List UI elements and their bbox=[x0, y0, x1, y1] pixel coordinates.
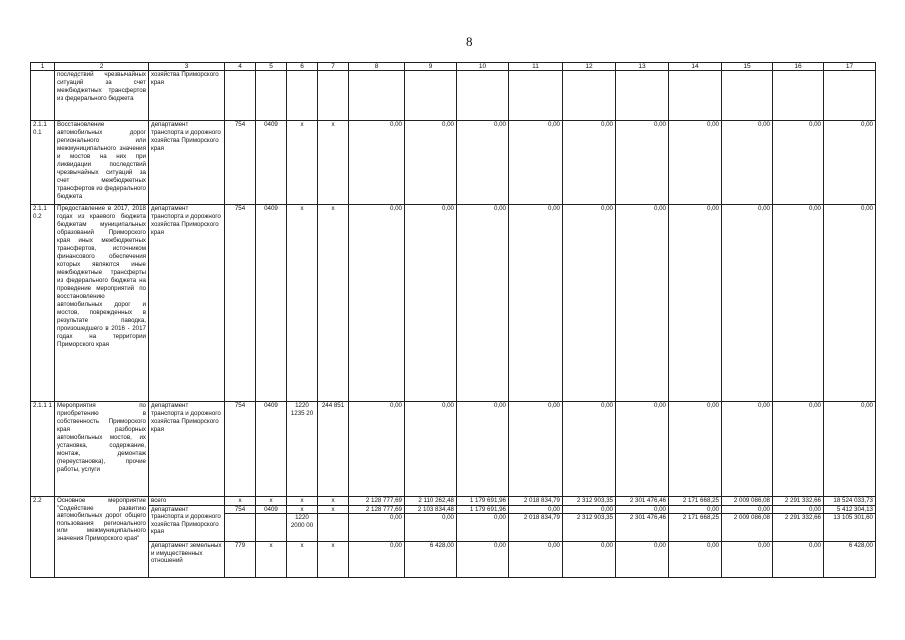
page-number: 8 bbox=[466, 34, 473, 49]
grbs-code-cell: 754 bbox=[225, 505, 256, 514]
amount-cell bbox=[405, 71, 457, 121]
amount-cell: 0,00 bbox=[509, 505, 563, 514]
executor-cell: департамент транспорта и дорожного хозяйства Приморского края bbox=[149, 505, 225, 542]
header-cell: 11 bbox=[509, 63, 563, 71]
section-code-cell bbox=[256, 514, 287, 542]
row-number-cell: 2.2 bbox=[31, 497, 55, 578]
expense-code-cell: x bbox=[318, 497, 349, 506]
expense-code-cell bbox=[318, 514, 349, 542]
event-name-cell: Предоставление в 2017, 2018 годах из краевого бюджета бюджетам муниципальных образований Приморского края иных межбюджетных трансфертов, источником финансового обеспечения которых являются иные межбюджетные трансферты из федерального бюджета на проведение мероприятий по восстановлению автомобильных дорог и мостов, поврежденных в результате паводка, произошедшего в 2016 - 2017 годах на территории Приморского края bbox=[55, 205, 149, 402]
executor-cell: хозяйства Приморского края bbox=[149, 71, 225, 121]
amount-cell: 0,00 bbox=[669, 505, 722, 514]
header-cell: 13 bbox=[616, 63, 669, 71]
amount-cell: 2 301 476,46 bbox=[616, 497, 669, 506]
amount-cell: 0,00 bbox=[405, 121, 457, 205]
amount-cell: 0,00 bbox=[824, 402, 876, 497]
amount-cell: 2 312 903,35 bbox=[563, 514, 616, 542]
amount-cell: 0,00 bbox=[349, 542, 405, 578]
amount-cell: 2 301 476,46 bbox=[616, 514, 669, 542]
amount-cell: 0,00 bbox=[773, 205, 824, 402]
section-code-cell: x bbox=[256, 497, 287, 506]
amount-cell bbox=[457, 71, 509, 121]
header-cell: 14 bbox=[669, 63, 722, 71]
row-number-cell: 2.1.1 1 bbox=[31, 402, 55, 497]
amount-cell: 0,00 bbox=[457, 402, 509, 497]
header-cell: 15 bbox=[722, 63, 773, 71]
amount-cell bbox=[722, 71, 773, 121]
executor-cell: департамент транспорта и дорожного хозяйства Приморского края bbox=[149, 121, 225, 205]
amount-cell: 2 110 262,48 bbox=[405, 497, 457, 506]
event-name-cell: Восстановление автомобильных дорог регионального или межмуниципального значения и мостов на них при ликвидации последствий чрезвычайных ситуаций за счет межбюджетных трансфертов из федерального бюджета bbox=[55, 121, 149, 205]
expense-code-cell bbox=[318, 71, 349, 121]
header-cell: 4 bbox=[225, 63, 256, 71]
amount-cell: 0,00 bbox=[509, 402, 563, 497]
amount-cell: 18 524 033,73 bbox=[824, 497, 876, 506]
expense-code-cell: x bbox=[318, 205, 349, 402]
amount-cell: 0,00 bbox=[616, 121, 669, 205]
header-cell: 8 bbox=[349, 63, 405, 71]
amount-cell: 0,00 bbox=[669, 205, 722, 402]
amount-cell: 0,00 bbox=[824, 205, 876, 402]
section-code-cell: 0409 bbox=[256, 205, 287, 402]
grbs-code-cell bbox=[225, 514, 256, 542]
amount-cell bbox=[509, 71, 563, 121]
amount-cell: 2 128 777,69 bbox=[349, 505, 405, 514]
header-cell: 16 bbox=[773, 63, 824, 71]
amount-cell bbox=[669, 71, 722, 121]
amount-cell: 0,00 bbox=[349, 205, 405, 402]
header-cell: 5 bbox=[256, 63, 287, 71]
budget-table bbox=[30, 62, 876, 578]
expense-code-cell: x bbox=[318, 542, 349, 578]
table-row bbox=[31, 497, 876, 506]
target-code-cell: 1220 2000 00 bbox=[287, 514, 318, 542]
grbs-code-cell bbox=[225, 71, 256, 121]
amount-cell: 2 018 834,79 bbox=[509, 514, 563, 542]
amount-cell: 0,00 bbox=[405, 402, 457, 497]
target-code-cell: x bbox=[287, 542, 318, 578]
table-row bbox=[31, 542, 876, 578]
amount-cell: 0,00 bbox=[509, 542, 563, 578]
executor-cell: департамент транспорта и дорожного хозяйства Приморского края bbox=[149, 402, 225, 497]
expense-code-cell: 244 851 bbox=[318, 402, 349, 497]
grbs-code-cell: 754 bbox=[225, 402, 256, 497]
section-code-cell: 0409 bbox=[256, 121, 287, 205]
amount-cell: 0,00 bbox=[773, 505, 824, 514]
event-name-cell: Основное мероприятие "Содействие развитию автомобильных дорог общего пользования регионального или межмуниципального значения Приморского края" bbox=[55, 497, 149, 578]
amount-cell: 0,00 bbox=[616, 505, 669, 514]
amount-cell: 0,00 bbox=[457, 205, 509, 402]
section-code-cell bbox=[256, 71, 287, 121]
amount-cell bbox=[563, 71, 616, 121]
header-row bbox=[31, 63, 876, 71]
amount-cell: 0,00 bbox=[722, 542, 773, 578]
target-code-cell: x bbox=[287, 497, 318, 506]
amount-cell bbox=[824, 71, 876, 121]
amount-cell: 0,00 bbox=[669, 542, 722, 578]
grbs-code-cell: 779 bbox=[225, 542, 256, 578]
header-cell: 6 bbox=[287, 63, 318, 71]
amount-cell: 0,00 bbox=[457, 514, 509, 542]
grbs-code-cell: 754 bbox=[225, 121, 256, 205]
amount-cell: 0,00 bbox=[563, 402, 616, 497]
amount-cell: 0,00 bbox=[616, 542, 669, 578]
amount-cell: 0,00 bbox=[773, 402, 824, 497]
amount-cell: 1 179 691,96 bbox=[457, 505, 509, 514]
amount-cell: 0,00 bbox=[722, 121, 773, 205]
amount-cell: 2 312 903,35 bbox=[563, 497, 616, 506]
target-code-cell: x bbox=[287, 121, 318, 205]
header-cell: 10 bbox=[457, 63, 509, 71]
amount-cell: 1 179 691,96 bbox=[457, 497, 509, 506]
section-code-cell: x bbox=[256, 542, 287, 578]
amount-cell: 0,00 bbox=[349, 121, 405, 205]
target-code-cell: x bbox=[287, 505, 318, 514]
amount-cell: 0,00 bbox=[669, 121, 722, 205]
amount-cell: 5 412 304,13 bbox=[824, 505, 876, 514]
section-code-cell: 0409 bbox=[256, 402, 287, 497]
amount-cell: 0,00 bbox=[509, 205, 563, 402]
amount-cell: 0,00 bbox=[563, 205, 616, 402]
row-number-cell bbox=[31, 71, 55, 121]
amount-cell: 2 018 834,79 bbox=[509, 497, 563, 506]
amount-cell: 0,00 bbox=[669, 402, 722, 497]
section-code-cell: 0409 bbox=[256, 505, 287, 514]
target-code-cell bbox=[287, 71, 318, 121]
amount-cell: 2 103 834,48 bbox=[405, 505, 457, 514]
grbs-code-cell: 754 bbox=[225, 205, 256, 402]
header-cell: 17 bbox=[824, 63, 876, 71]
expense-code-cell: x bbox=[318, 121, 349, 205]
grbs-code-cell: x bbox=[225, 497, 256, 506]
amount-cell: 0,00 bbox=[722, 505, 773, 514]
amount-cell bbox=[349, 71, 405, 121]
row-number-cell: 2.1.1 0.1 bbox=[31, 121, 55, 205]
table-row bbox=[31, 402, 876, 497]
amount-cell: 2 128 777,69 bbox=[349, 497, 405, 506]
header-cell: 12 bbox=[563, 63, 616, 71]
row-number-cell: 2.1.1 0.2 bbox=[31, 205, 55, 402]
table-row bbox=[31, 71, 876, 121]
executor-cell: всего bbox=[149, 497, 225, 506]
header-cell: 2 bbox=[55, 63, 149, 71]
amount-cell: 0,00 bbox=[405, 205, 457, 402]
executor-cell: департамент транспорта и дорожного хозяйства Приморского края bbox=[149, 205, 225, 402]
amount-cell: 2 291 332,66 bbox=[773, 514, 824, 542]
amount-cell: 0,00 bbox=[457, 542, 509, 578]
amount-cell: 0,00 bbox=[509, 121, 563, 205]
amount-cell: 2 009 086,08 bbox=[722, 497, 773, 506]
amount-cell: 0,00 bbox=[563, 542, 616, 578]
amount-cell: 0,00 bbox=[563, 505, 616, 514]
amount-cell: 0,00 bbox=[616, 205, 669, 402]
amount-cell: 0,00 bbox=[563, 121, 616, 205]
amount-cell: 0,00 bbox=[349, 514, 405, 542]
header-cell: 1 bbox=[31, 63, 55, 71]
table-row bbox=[31, 205, 876, 402]
event-name-cell: последствий чрезвычайных ситуаций за счет межбюджетных трансфертов из федерального бюджета bbox=[55, 71, 149, 121]
amount-cell bbox=[773, 71, 824, 121]
amount-cell: 2 171 668,25 bbox=[669, 514, 722, 542]
amount-cell: 0,00 bbox=[773, 542, 824, 578]
table-row bbox=[31, 505, 876, 514]
target-code-cell: x bbox=[287, 205, 318, 402]
header-cell: 9 bbox=[405, 63, 457, 71]
amount-cell: 6 428,00 bbox=[405, 542, 457, 578]
amount-cell: 0,00 bbox=[405, 514, 457, 542]
amount-cell: 0,00 bbox=[722, 402, 773, 497]
amount-cell: 2 171 668,25 bbox=[669, 497, 722, 506]
amount-cell: 6 428,00 bbox=[824, 542, 876, 578]
event-name-cell: Мероприятия по приобретению в собственность Приморского края разборных автомобильных мостов, их установка, содержание, монтаж, демонтаж (переустановка), прочие работы, услуги bbox=[55, 402, 149, 497]
header-cell: 7 bbox=[318, 63, 349, 71]
amount-cell: 2 291 332,66 bbox=[773, 497, 824, 506]
expense-code-cell: x bbox=[318, 505, 349, 514]
amount-cell: 0,00 bbox=[349, 402, 405, 497]
amount-cell: 0,00 bbox=[457, 121, 509, 205]
amount-cell: 0,00 bbox=[616, 402, 669, 497]
amount-cell: 0,00 bbox=[722, 205, 773, 402]
amount-cell: 13 105 301,60 bbox=[824, 514, 876, 542]
amount-cell: 0,00 bbox=[824, 121, 876, 205]
executor-cell: департамент земельных и имущественных отношений bbox=[149, 542, 225, 578]
table-row bbox=[31, 121, 876, 205]
amount-cell: 0,00 bbox=[773, 121, 824, 205]
header-cell: 3 bbox=[149, 63, 225, 71]
amount-cell bbox=[616, 71, 669, 121]
target-code-cell: 1220 1235 20 bbox=[287, 402, 318, 497]
amount-cell: 2 009 086,08 bbox=[722, 514, 773, 542]
